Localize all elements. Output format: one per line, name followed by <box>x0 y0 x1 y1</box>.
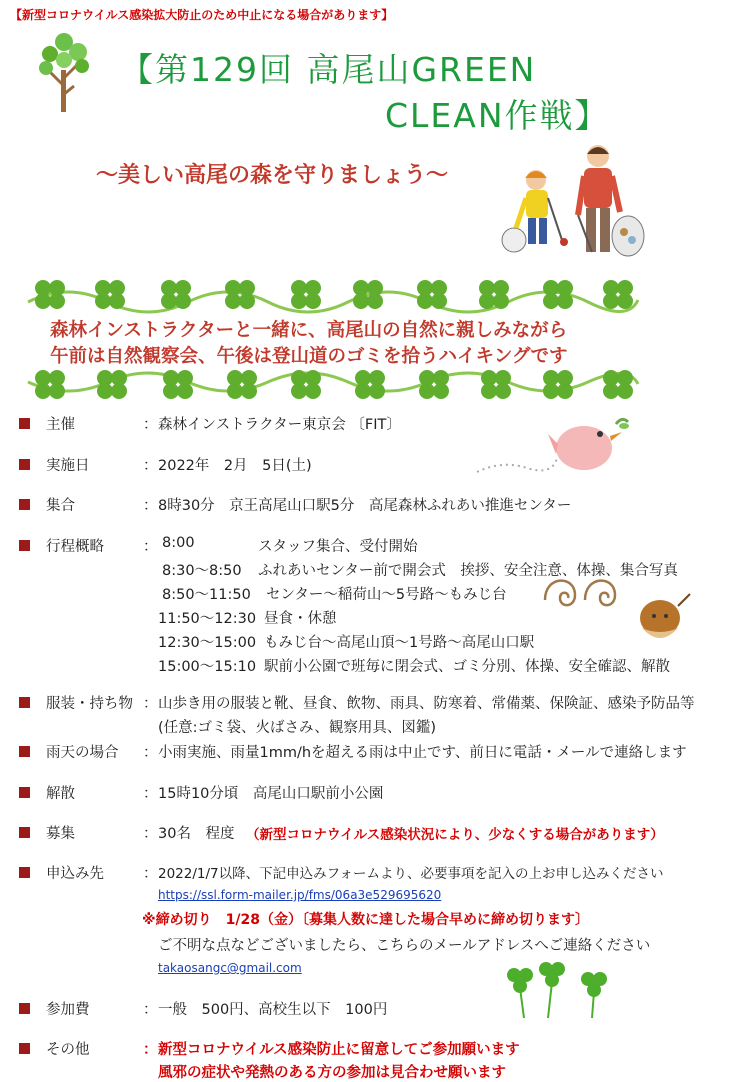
other-line1: 新型コロナウイルス感染防止に留意してご参加願います <box>158 1042 520 1058</box>
bird-icon <box>472 410 632 485</box>
clothing-value: 山歩き用の服装と靴、昼食、飲物、雨具、防寒着、常備薬、保険証、感染予防品等 <box>158 696 695 712</box>
schedule-desc: もみじ台～高尾山頂～1号路～高尾山口駅 <box>264 635 535 651</box>
meeting-label: 集合 <box>46 498 75 514</box>
notice-banner: 【新型コロナウイルス感染拡大防止のため中止になる場合があります】 <box>10 8 394 22</box>
organizer-label: 主催 <box>46 417 75 433</box>
organizer-value: 森林インストラクター東京会 〔FIT〕 <box>158 417 401 433</box>
rain-label: 雨天の場合 <box>46 745 119 761</box>
bullet-icon <box>19 787 30 798</box>
bullet-icon <box>19 1003 30 1014</box>
contact-email-link[interactable]: takaosangc@gmail.com <box>158 961 302 975</box>
recruit-value: 30名 程度 <box>158 826 235 842</box>
bullet-icon <box>19 867 30 878</box>
rain-value: 小雨実施、雨量1mm/hを超える雨は中止です、前日に電話・メールで連絡します <box>158 745 687 761</box>
colon: ： <box>143 417 158 433</box>
bullet-icon <box>19 418 30 429</box>
clover-flower-icon <box>500 962 615 1022</box>
bullet-icon <box>19 827 30 838</box>
schedule-desc: センター～稲荷山～5号路～もみじ台 <box>266 587 507 603</box>
apply-value: 2022/1/7以降、下記申込みフォームより、必要事項を記入の上お申し込みください <box>158 866 664 882</box>
banner-line1: 森林インストラクターと一緒に、高尾山の自然に親しみながら <box>50 320 568 341</box>
colon: ： <box>143 1042 158 1058</box>
schedule-time: 8:50～11:50 <box>162 587 251 603</box>
colon: ： <box>143 786 158 802</box>
dismissal-label: 解散 <box>46 786 75 802</box>
bullet-icon <box>19 697 30 708</box>
fee-label: 参加費 <box>46 1002 90 1018</box>
clothing-optional: (任意:ゴミ袋、火ばさみ、観察用具、図鑑) <box>158 720 437 736</box>
hikers-illustration <box>500 140 650 265</box>
bullet-icon <box>19 540 30 551</box>
schedule-desc: 昼食・休憩 <box>264 611 337 627</box>
schedule-desc: ふれあいセンター前で開会式 挨拶、安全注意、体操、集合写真 <box>258 563 678 579</box>
schedule-desc: 駅前小公園で班毎に閉会式、ゴミ分別、体操、安全確認、解散 <box>264 659 670 675</box>
clover-vine-icon <box>28 362 638 406</box>
page-title-line1: 【第129回 高尾山GREEN <box>120 50 537 89</box>
acorn-icon <box>634 588 694 643</box>
subtitle: ～美しい高尾の森を守りましょう～ <box>96 163 449 188</box>
colon: ： <box>143 498 158 514</box>
colon: ： <box>143 696 158 712</box>
deadline-note: ※締め切り 1/28（金）〔募集人数に達した場合早めに締め切ります〕 <box>142 912 589 928</box>
fee-value: 一般 500円、高校生以下 100円 <box>158 1002 388 1018</box>
schedule-time: 12:30～15:00 <box>158 635 257 651</box>
clover-vine-icon <box>28 272 638 316</box>
contact-text: ご不明な点などございましたら、こちらのメールアドレスへご連絡ください <box>158 938 651 954</box>
clothing-label: 服装・持ち物 <box>46 696 133 712</box>
colon: ： <box>143 826 158 842</box>
recruit-note: （新型コロナウイルス感染状況により、少なくする場合があります） <box>246 827 664 843</box>
schedule-time: 11:50～12:30 <box>158 611 257 627</box>
dismissal-value: 15時10分頃 高尾山口駅前小公園 <box>158 786 384 802</box>
bullet-icon <box>19 1043 30 1054</box>
bullet-icon <box>19 459 30 470</box>
schedule-desc: スタッフ集合、受付開始 <box>258 539 418 555</box>
application-form-link[interactable]: https://ssl.form-mailer.jp/fms/06a3e529695620 <box>158 888 442 902</box>
schedule-label: 行程概略 <box>46 539 104 555</box>
bullet-icon <box>19 499 30 510</box>
date-label: 実施日 <box>46 458 90 474</box>
apply-label: 申込み先 <box>46 866 104 882</box>
schedule-time: 8:00 <box>162 535 195 551</box>
bullet-icon <box>19 746 30 757</box>
colon: ： <box>143 866 158 882</box>
meeting-value: 8時30分 京王高尾山口駅5分 高尾森林ふれあい推進センター <box>158 498 572 514</box>
colon: ： <box>143 458 158 474</box>
other-label: その他 <box>46 1042 90 1058</box>
tree-icon <box>34 30 94 114</box>
colon: ： <box>143 745 158 761</box>
schedule-time: 15:00～15:10 <box>158 659 257 675</box>
recruit-label: 募集 <box>46 826 75 842</box>
colon: ： <box>143 1002 158 1018</box>
schedule-time: 8:30～8:50 <box>162 563 242 579</box>
date-value: 2022年 2月 5日(土) <box>158 458 312 474</box>
banner-line2: 午前は自然観察会、午後は登山道のゴミを拾うハイキングです <box>50 346 568 367</box>
other-line2: 風邪の症状や発熱のある方の参加は見合わせ願います <box>158 1065 506 1081</box>
page-title-line2: CLEAN作戦】 <box>385 96 610 135</box>
colon: ： <box>143 539 158 555</box>
